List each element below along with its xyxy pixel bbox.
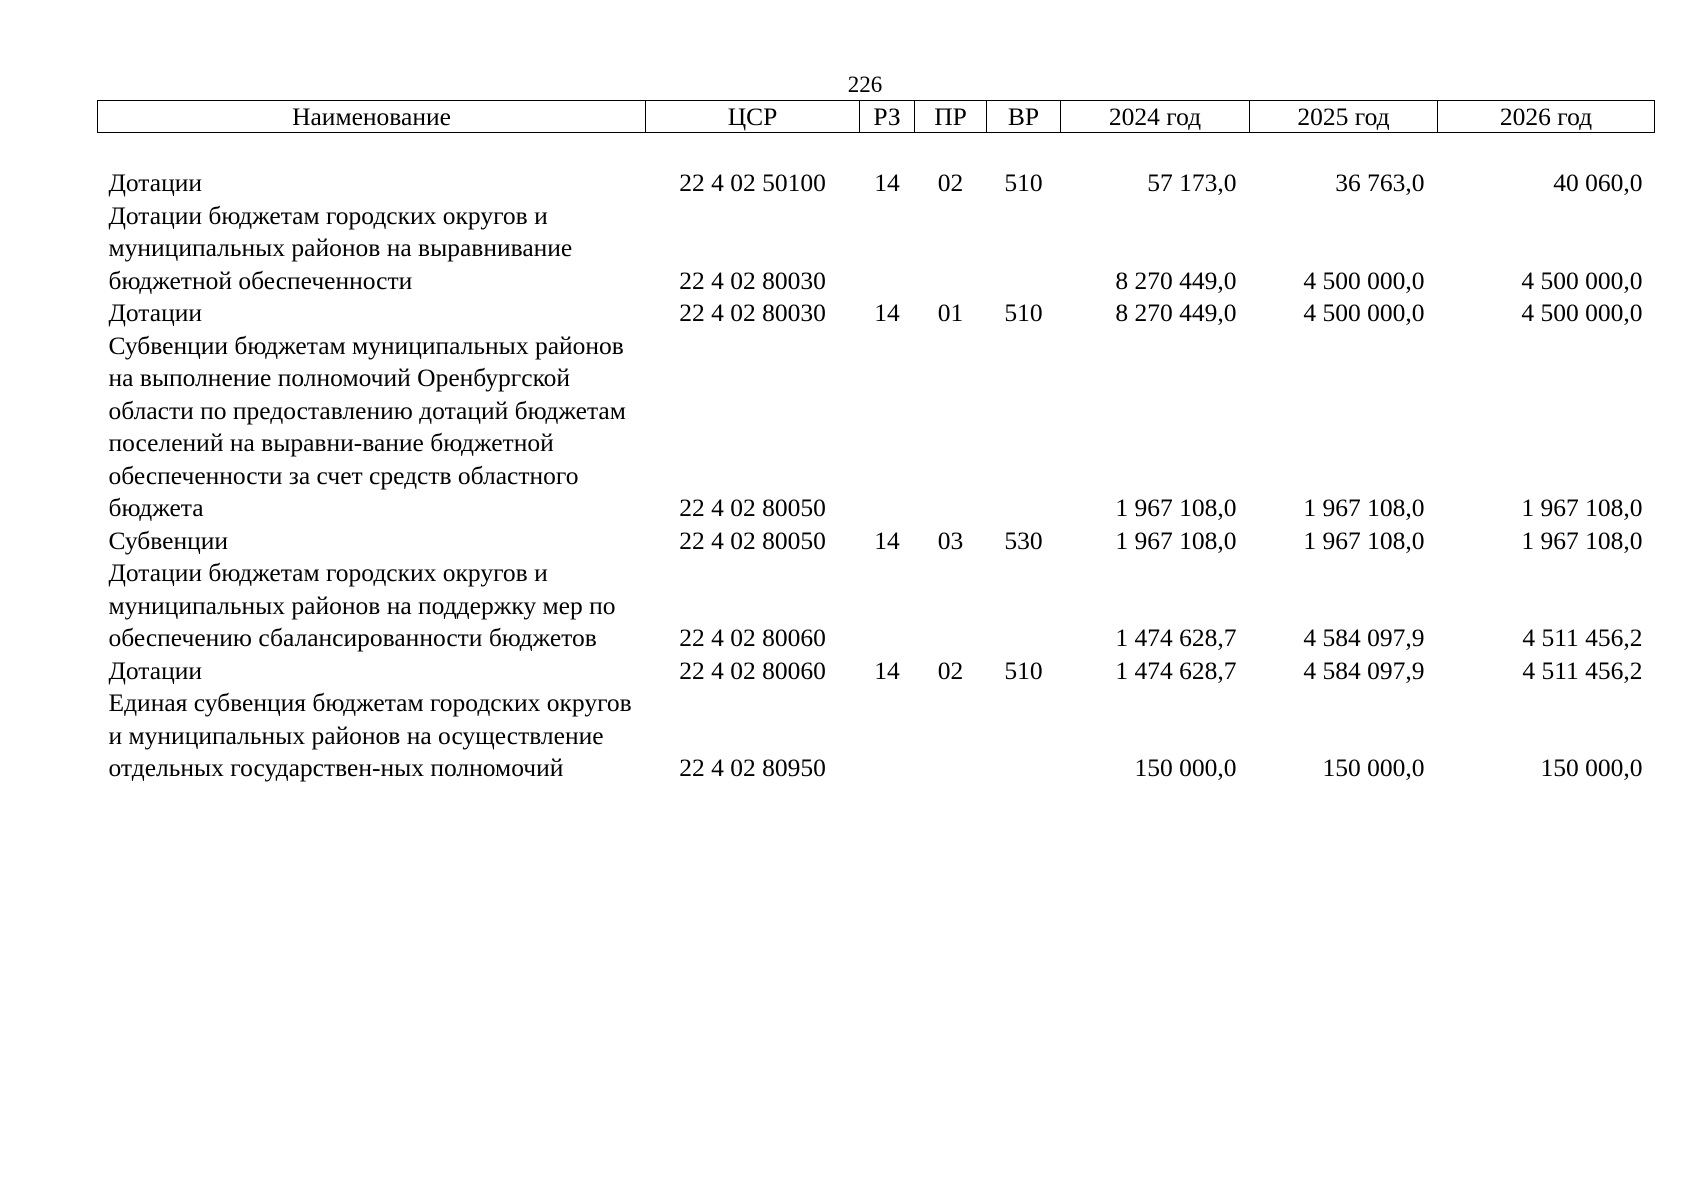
row-name: Субвенции бюджетам муниципальных районов на выполнение полномочий Оренбургской области по предоставлению дотаций бюджетам поселений на выравни-вание бюджетной обеспеченности за счет средств областного бюджета — [108, 330, 626, 522]
header-2025: 2025 год — [1250, 101, 1438, 133]
row-name: Дотации — [108, 298, 203, 327]
header-2026: 2026 год — [1438, 101, 1655, 133]
table-row — [98, 330, 1655, 525]
table-row — [98, 200, 1655, 298]
row-vr: 530 — [1004, 525, 1043, 555]
row-rz — [860, 330, 915, 525]
row-csr: 22 4 02 80060 — [679, 623, 826, 652]
row-vr — [987, 557, 1061, 655]
row-2024: 8 270 449,0 — [1115, 265, 1237, 295]
row-rz — [860, 557, 915, 655]
header-pr: ПР — [915, 101, 987, 133]
row-2026: 4 511 456,2 — [1522, 655, 1643, 685]
row-pr: 03 — [937, 525, 964, 555]
row-vr: 510 — [1004, 655, 1043, 685]
row-2025: 1 967 108,0 — [1303, 525, 1425, 555]
budget-table — [97, 100, 1655, 785]
row-2024: 150 000,0 — [1134, 753, 1237, 782]
row-2024: 1 474 628,7 — [1115, 623, 1237, 652]
row-2024: 8 270 449,0 — [1115, 298, 1237, 327]
row-csr: 22 4 02 50100 — [679, 168, 826, 197]
row-csr: 22 4 02 80060 — [679, 655, 826, 685]
row-csr: 22 4 02 80050 — [679, 525, 826, 555]
header-name: Наименование — [98, 101, 646, 133]
row-csr: 22 4 02 80050 — [679, 493, 826, 522]
row-pr — [915, 330, 987, 525]
row-vr — [987, 330, 1061, 525]
row-name: Дотации — [108, 168, 203, 197]
table-row — [98, 687, 1655, 785]
row-rz: 14 — [874, 168, 900, 197]
row-2025: 4 500 000,0 — [1303, 298, 1425, 327]
row-rz — [860, 687, 915, 785]
row-2024: 1 967 108,0 — [1115, 493, 1237, 522]
row-vr — [987, 687, 1061, 785]
row-2024: 57 173,0 — [1147, 168, 1237, 197]
row-rz: 14 — [874, 525, 900, 555]
row-2026: 4 500 000,0 — [1521, 265, 1643, 295]
row-csr: 22 4 02 80030 — [679, 265, 826, 295]
row-name: Дотации бюджетам городских округов и муниципальных районов на выравнивание бюджетной обеспеченности — [108, 200, 573, 295]
page-number: 226 — [847, 72, 883, 97]
table-row — [98, 557, 1655, 655]
row-name: Единая субвенция бюджетам городских округов и муниципальных районов на осуществление отдельных государствен-ных полномочий — [108, 688, 632, 782]
row-2026: 4 500 000,0 — [1521, 298, 1643, 327]
row-pr — [915, 687, 987, 785]
row-vr: 510 — [1004, 298, 1043, 327]
row-name: Дотации — [108, 655, 203, 685]
row-pr — [915, 200, 987, 298]
row-name: Дотации бюджетам городских округов и муниципальных районов на поддержку мер по обеспечению сбалансированности бюджетов — [108, 558, 616, 652]
row-2025: 4 584 097,9 — [1303, 655, 1425, 685]
row-2025: 4 500 000,0 — [1303, 265, 1425, 295]
row-2026: 1 967 108,0 — [1521, 493, 1643, 522]
row-pr: 01 — [937, 298, 964, 327]
row-2025: 150 000,0 — [1322, 753, 1425, 782]
table-row — [98, 167, 1655, 200]
header-vr: ВР — [987, 101, 1061, 133]
row-2024: 1 474 628,7 — [1115, 655, 1237, 685]
row-2025: 1 967 108,0 — [1303, 493, 1425, 522]
table-header-row — [98, 101, 1655, 133]
row-csr: 22 4 02 80030 — [679, 298, 826, 327]
row-2026: 40 060,0 — [1553, 168, 1643, 197]
row-csr: 22 4 02 80950 — [679, 753, 826, 782]
row-2026: 150 000,0 — [1540, 753, 1643, 782]
table-row — [98, 655, 1655, 688]
row-2026: 4 511 456,2 — [1522, 623, 1643, 652]
row-name: Субвенции — [108, 525, 229, 555]
row-vr: 510 — [1004, 168, 1043, 197]
header-2024: 2024 год — [1061, 101, 1250, 133]
row-2026: 1 967 108,0 — [1521, 525, 1643, 555]
row-2024: 1 967 108,0 — [1115, 525, 1237, 555]
table-row — [98, 297, 1655, 330]
row-2025: 36 763,0 — [1335, 168, 1425, 197]
row-pr — [915, 557, 987, 655]
row-pr: 02 — [937, 655, 964, 685]
row-vr — [987, 200, 1061, 298]
table-row — [98, 525, 1655, 558]
row-pr: 02 — [937, 168, 964, 197]
header-csr: ЦСР — [646, 101, 860, 133]
header-rz: РЗ — [860, 101, 915, 133]
row-rz: 14 — [874, 655, 900, 685]
row-rz: 14 — [874, 298, 900, 327]
row-rz — [860, 200, 915, 298]
row-2025: 4 584 097,9 — [1303, 623, 1425, 652]
